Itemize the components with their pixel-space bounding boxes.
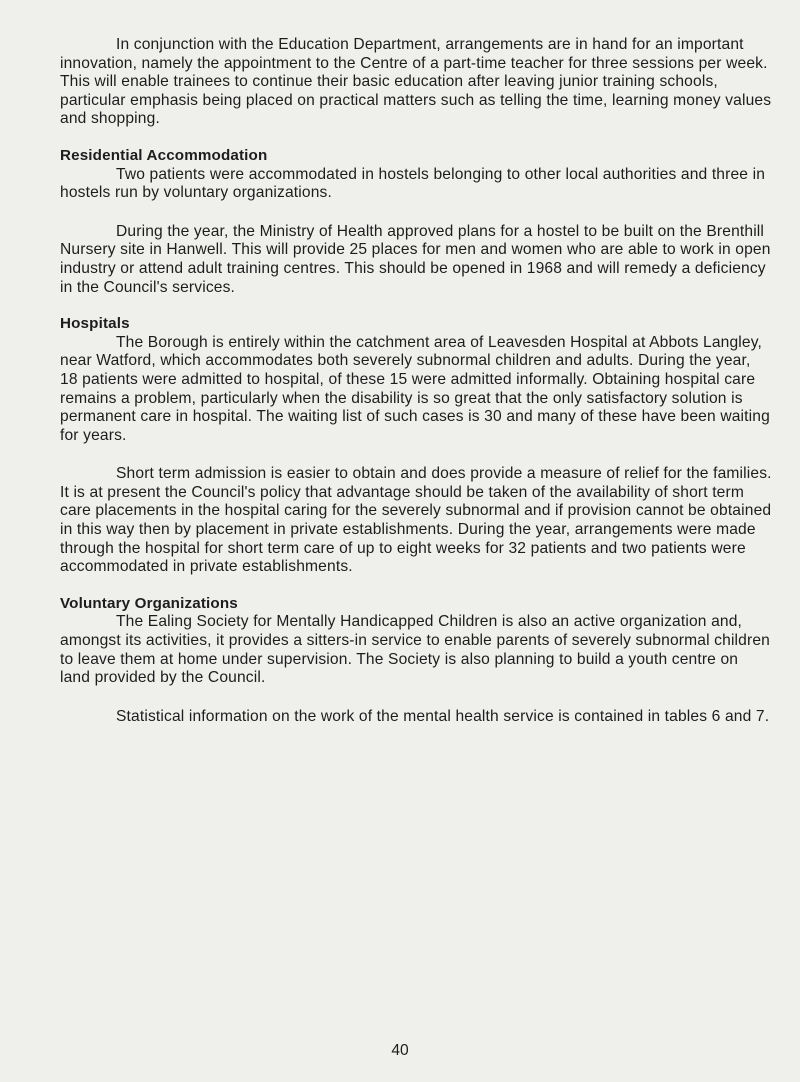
document-body bbox=[60, 36, 772, 726]
page-number: 40 bbox=[391, 1042, 409, 1059]
paragraph-hospitals-2: Short term admission is easier to obtain and does provide a measure of relief for the families. It is at present the Council's policy that advantage should be taken of the availability of short term care placements in the hospital caring for the severely subnormal and if provision cannot be obtained in this way then by placement in private establishments. During the year, arrangements were made through the hospital for short term care of up to eight weeks for 32 patients and two patients were accommodated in private establishments. bbox=[60, 465, 772, 576]
heading-voluntary-organizations: Voluntary Organizations bbox=[60, 594, 238, 612]
paragraph-intro: In conjunction with the Education Department, arrangements are in hand for an important innovation, namely the appointment to the Centre of a part-time teacher for three sessions per week. This will enable trainees to continue their basic education after leaving junior training schools, particular emphasis being placed on practical matters such as telling the time, learning money values and shopping. bbox=[60, 36, 772, 128]
heading-hospitals: Hospitals bbox=[60, 315, 130, 333]
heading-residential-accommodation: Residential Accommodation bbox=[60, 146, 268, 164]
paragraph-residential-2: During the year, the Ministry of Health approved plans for a hostel to be built on the Brenthill Nursery site in Hanwell. This will provide 25 places for men and women who are able to work in open industry or attend adult training centres. This should be opened in 1968 and will remedy a deficiency in the Council's services. bbox=[60, 222, 771, 296]
paragraph-hospitals-1: The Borough is entirely within the catchment area of Leavesden Hospital at Abbots Langley, near Watford, which accommodates both severely subnormal children and adults. During the year, 18 patients were admitted to hospital, of these 15 were admitted informally. Obtaining hospital care remains a problem, particularly when the disability is so great that the only satisfactory solution is permanent care in hospital. The waiting list of such cases is 30 and many of these have been waiting for years. bbox=[60, 333, 770, 444]
paragraph-residential-1: Two patients were accommodated in hostels belonging to other local authorities and three in hostels run by voluntary organizations. bbox=[60, 165, 766, 202]
paragraph-statistics: Statistical information on the work of the mental health service is contained in tables 6 and 7. bbox=[116, 707, 770, 725]
paragraph-voluntary-1: The Ealing Society for Mentally Handicapped Children is also an active organization and, amongst its activities, it provides a sitters-in service to enable parents of severely subnormal children to leave them at home under supervision. The Society is also planning to build a youth centre on land provided by the Council. bbox=[60, 613, 770, 687]
